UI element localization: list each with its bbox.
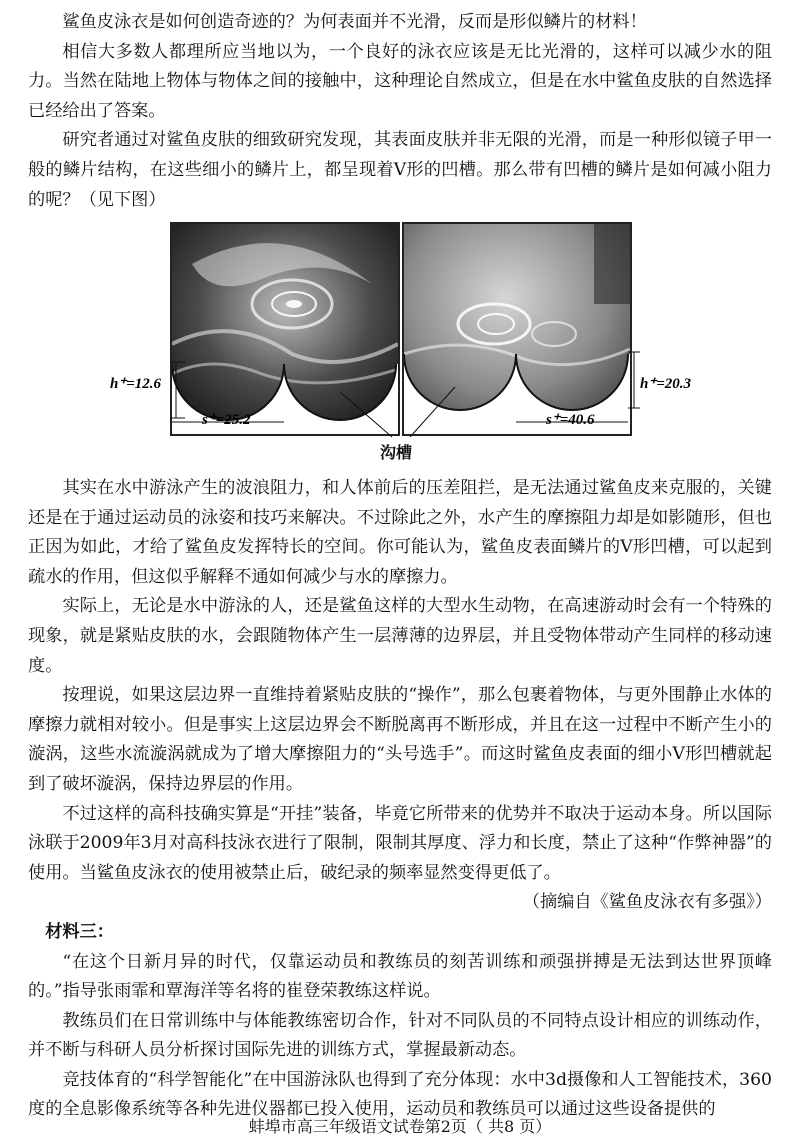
figure-annotations [110,222,700,472]
page-footer: 蚌埠市高三年级语文试卷第2页（ 共8 页） [248,1117,552,1136]
paragraph-smoothness: 相信大多数人都理所应当地以为，一个良好的泳衣应该是无比光滑的，这样可以减少水的阻力。当然在陆地上物体与物体之间的接触中，这种理论自然成立，但是在水中鲨鱼皮肤的自然选择已经给出了答案。 [28,41,772,121]
right-height-label: h⁺=20.3 [640,376,692,392]
source-citation: （摘编自《鲨鱼皮泳衣有多强》） [522,892,772,913]
body-text [28,474,772,1125]
paragraph-research: 研究者通过对鲨鱼皮肤的细致研究发现，其表面皮肤并非无限的光滑，而是一种形似镜子甲一般的鳞片结构，在这些细小的鳞片上，都呈现着V形的凹槽。那么带有凹槽的鳞片是如何减小阻力的呢？（见下图） [28,130,772,210]
paragraph-coaches: 教练员们在日常训练中与体能教练密切合作，针对不同队员的不同特点设计相应的训练动作，并不断与科研人员分析探讨国际先进的训练方式，掌握最新动态。 [28,1010,772,1061]
right-spacing-label: s⁺=40.6 [546,412,595,428]
paragraph-quote: “在这个日新月异的时代，仅靠运动员和教练员的刻苦训练和顽强拼搏是无法到达世界顶峰的。”指导张雨霏和覃海洋等名将的崔登荣教练这样说。 [28,951,772,1002]
figure-caption: 沟槽 [380,443,413,462]
top-text [28,8,772,215]
paragraph-question: 鲨鱼皮泳衣是如何创造奇迹的？为何表面并不光滑，反而是形似鳞片的材料！ [62,12,647,32]
left-spacing-label: s⁺=25.2 [202,412,251,428]
paragraph-ban: 不过这样的高科技确实算是“开挂”装备，毕竟它所带来的优势并不取决于运动本身。所以国际泳联于2009年3月对高科技泳衣进行了限制，限制其厚度、浮力和长度，禁止了这种“作弊神器”的使用。当鲨鱼皮泳衣的使用被禁止后，破纪录的频率显然变得更低了。 [28,803,772,883]
groove-figure [110,222,700,472]
paragraph-wave-resistance: 其实在水中游泳产生的波浪阻力，和人体前后的压差阻拦，是无法通过鲨鱼皮来克服的，关键还是在于通过运动员的泳姿和技巧来解决。不过除此之外，水产生的摩擦阻力却是如影随形，但也正因为如此，才给了鲨鱼皮发挥特长的空间。你可能认为，鲨鱼皮表面鳞片的V形凹槽，可以起到疏水的作用，但这似乎解释不通如何减少与水的摩擦力。 [28,478,772,587]
material-three-heading: 材料三： [45,921,114,942]
paragraph-boundary-layer: 实际上，无论是水中游泳的人，还是鲨鱼这样的大型水生动物，在高速游动时会有一个特殊的现象，就是紧贴皮肤的水，会跟随物体产生一层薄薄的边界层，并且受物体带动产生同样的移动速度。 [28,596,772,676]
paragraph-vortex: 按理说，如果这层边界一直维持着紧贴皮肤的“操作”，那么包裹着物体，与更外围静止水体的摩擦力就相对较小。但是事实上这层边界会不断脱离再不断形成，并且在这一过程中不断产生小的漩涡，这些水流漩涡就成为了增大摩擦阻力的“头号选手”。而这时鲨鱼皮表面的细小V形凹槽就起到了破坏漩涡，保持边界层的作用。 [28,685,772,794]
left-height-label: h⁺=12.6 [110,376,162,392]
paragraph-technology: 竞技体育的“科学智能化”在中国游泳队也得到了充分体现：水中3d摄像和人工智能技术，360度的全息影像系统等各种先进仪器都已投入使用，运动员和教练员可以通过这些设备提供的 [28,1069,772,1120]
